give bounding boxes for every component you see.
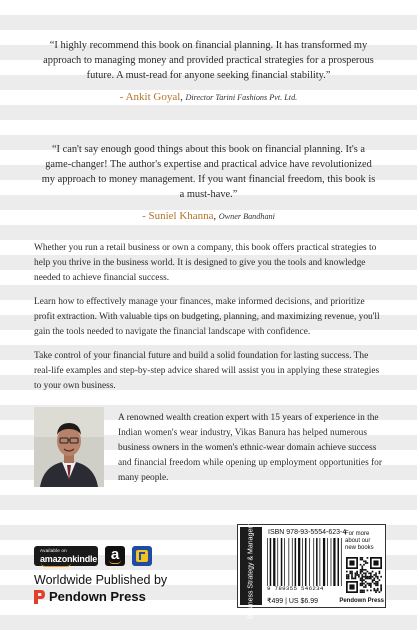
- testimonial-role: Director Tarini Fashions Pvt. Ltd.: [185, 93, 298, 102]
- price-label: ₹499 | US $6.99: [267, 598, 319, 605]
- price-row: [264, 596, 385, 607]
- flipkart-icon[interactable]: [132, 546, 152, 566]
- isbn-label: ISBN 978-93-5554-623-4: [268, 529, 347, 536]
- more-books-label: For more about our new books: [345, 531, 374, 551]
- description-paragraph-3: Take control of your financial future and build a solid foundation for lasting success. The real-life examples and step-by-step advice shared will assist you in applying these strategies to your own business.: [34, 351, 380, 391]
- testimonial-name: - Ankit Goyal: [119, 91, 181, 103]
- author-portrait-icon: [34, 407, 104, 487]
- pendown-logo-icon: [34, 590, 45, 604]
- testimonial-1: [40, 38, 377, 105]
- testimonial-name: - Suniel Khanna: [142, 210, 214, 222]
- barcode-panel: [237, 513, 386, 619]
- description-paragraph-1: Whether you run a retail business or own a company, this book offers practical strategies to help you thrive in the business world. It is designed to give you the tools and knowledge needed to achieve financial success.: [34, 243, 377, 283]
- amazon-smile-icon: [41, 563, 71, 567]
- amazon-smile-icon: [109, 560, 121, 564]
- flipkart-bag-icon: [136, 550, 148, 562]
- amazon-kindle-label: amazonkindle: [40, 554, 98, 564]
- category-tag: [240, 513, 262, 619]
- barcode-icon: [267, 538, 343, 586]
- testimonial-attribution: - Ankit Goyal, Director Tarini Fashions Pvt. Ltd.: [119, 91, 298, 103]
- price-publisher-label: Pendown Press: [339, 598, 384, 604]
- amazon-icon[interactable]: [105, 546, 125, 566]
- amazon-icon-letter: a: [110, 546, 120, 563]
- author-bio: A renowned wealth creation expert with 15 years of experience in the Indian women's wear industry, Vikas Banura has helped numerous business owners in the women's ethnic-wear domain achieve success and financial freedom while opening up employment opportunities for many people.: [118, 413, 382, 483]
- published-by-label: Worldwide Published by: [34, 573, 168, 587]
- testimonial-2: [40, 142, 377, 224]
- category-label: Business Strategy & Management: [247, 513, 255, 619]
- testimonial-text: “I highly recommend this book on financial planning. It has transformed my approach to managing money and provided practical strategies for a prosperous future. A must-read for anyone seeking financial stability.”: [43, 40, 374, 81]
- testimonial-attribution: - Suniel Khanna, Owner Bandhani: [142, 210, 275, 222]
- qr-code-icon[interactable]: [346, 557, 382, 593]
- author-photo: [34, 407, 104, 487]
- amazon-kindle-badge[interactable]: [34, 546, 98, 566]
- amazon-kindle-small-label: Available on: [40, 548, 67, 553]
- ean-digits: 9 789355 546234: [267, 585, 324, 592]
- testimonial-role: Owner Bandhani: [218, 212, 275, 221]
- publisher-name: Pendown Press: [49, 589, 146, 604]
- testimonial-text: “I can't say enough good things about this book on financial planning. It's a game-changer! The author's expertise and practical advice have revolutionized my approach to money management. If you want financial freedom, this book is a must-have.”: [41, 144, 376, 200]
- description-paragraph-2: Learn how to effectively manage your finances, make informed decisions, and prioritize profit extraction. With valuable tips on budgeting, planning, and maximizing revenue, you'll gain the tools needed to navigate the financial landscape with confidence.: [34, 297, 380, 337]
